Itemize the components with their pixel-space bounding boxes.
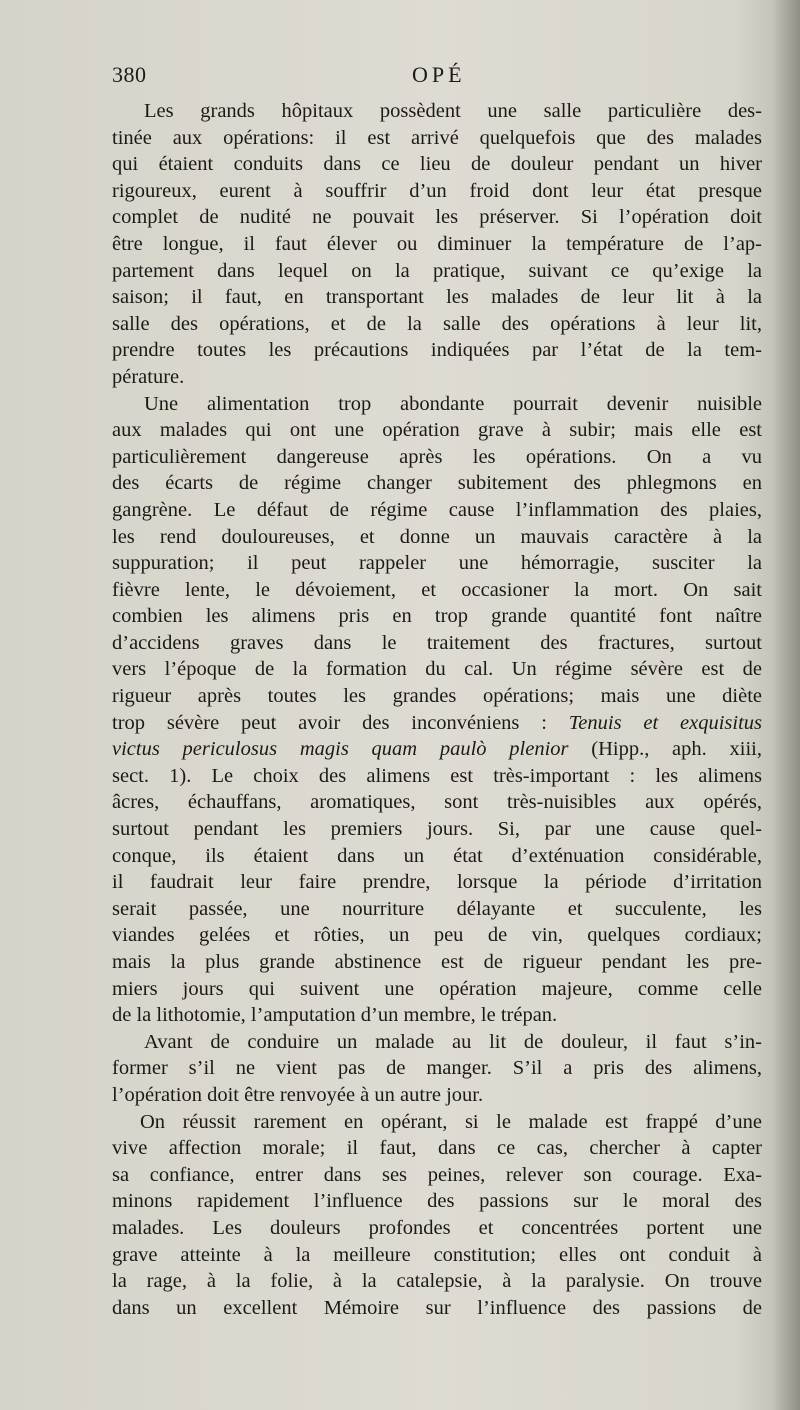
text-line: âcres, échauffans, aromatiques, sont très-nuisibles aux opérés, <box>112 791 762 814</box>
text-line: aux malades qui ont une opération grave à subir; mais elle est <box>112 419 762 442</box>
text-line: de la lithotomie, l’amputation d’un membre, le trépan. <box>112 1004 558 1027</box>
text-line: tinée aux opérations: il est arrivé quelquefois que des malades <box>112 126 762 149</box>
page-header <box>112 62 762 92</box>
text-line: d’accidens graves dans le traitement des fractures, surtout <box>112 631 762 654</box>
text-line: particulièrement dangereuse après les opérations. On a vu <box>112 445 762 468</box>
text-line-start: trop sévère peut avoir des inconvéniens : <box>112 711 547 734</box>
text-line: il faudrait leur faire prendre, lorsque la période d’irritation <box>112 871 762 894</box>
text-line: miers jours qui suivent une opération majeure, comme celle <box>112 977 762 1000</box>
text-line: grave atteinte à la meilleure constitution; elles ont conduit à <box>112 1243 762 1266</box>
latin-quote-end: victus periculosus magis quam paulò plenior <box>112 738 569 761</box>
text-line: l’opération doit être renvoyée à un autre jour. <box>112 1083 484 1106</box>
text-line: pérature. <box>112 365 185 388</box>
text-line: former s’il ne vient pas de manger. S’il a pris des alimens, <box>112 1057 762 1080</box>
text-line: prendre toutes les précautions indiquées par l’état de la tem- <box>112 339 762 362</box>
text-line: Avant de conduire un malade au lit de douleur, il faut s’in- <box>144 1030 762 1053</box>
page-number: 380 <box>112 62 147 87</box>
text-line: partement dans lequel on la pratique, suivant ce qu’exige la <box>112 259 762 282</box>
text-line: des écarts de régime changer subitement des phlegmons en <box>112 472 762 495</box>
page-gutter-shadow <box>772 0 800 1410</box>
text-line: dans un excellent Mémoire sur l’influence des passions de <box>112 1296 762 1319</box>
latin-quote-start: Tenuis et exquisitus <box>568 711 762 734</box>
text-line: viandes gelées et rôties, un peu de vin, quelques cordiaux; <box>112 924 762 947</box>
text-line: combien les alimens pris en trop grande quantité font naître <box>112 605 762 628</box>
text-line: vive affection morale; il faut, dans ce cas, chercher à capter <box>112 1137 762 1160</box>
running-head: OPÉ <box>412 62 466 87</box>
text-line: la rage, à la folie, à la catalepsie, à la paralysie. On trouve <box>112 1270 762 1293</box>
text-line: Les grands hôpitaux possèdent une salle particulière des- <box>144 100 762 122</box>
text-line: les rend douloureuses, et donne un mauvais caractère à la <box>112 525 762 548</box>
text-line: mais la plus grande abstinence est de rigueur pendant les pre- <box>112 951 762 973</box>
text-line: complet de nudité ne pouvait les préserver. Si l’opération doit <box>112 206 762 229</box>
text-line: serait passée, une nourriture délayante et succulente, les <box>112 897 762 920</box>
text-line: suppuration; il peut rappeler une hémorragie, susciter la <box>112 552 762 575</box>
text-line: minons rapidement l’influence des passions sur le moral des <box>112 1190 762 1213</box>
text-line: qui étaient conduits dans ce lieu de douleur pendant un hiver <box>112 153 762 176</box>
text-line: gangrène. Le défaut de régime cause l’inflammation des plaies, <box>112 498 762 521</box>
text-line <box>112 710 762 737</box>
text-line: surtout pendant les premiers jours. Si, par une cause quel- <box>112 818 762 841</box>
text-line: rigoureux, eurent à souffrir d’un froid dont leur état presque <box>112 179 762 202</box>
text-line: être longue, il faut élever ou diminuer la température de l’ap- <box>112 232 762 255</box>
text-line: malades. Les douleurs profondes et concentrées portent une <box>112 1216 762 1239</box>
text-line: vers l’époque de la formation du cal. Un régime sévère est de <box>112 658 762 681</box>
text-line: fièvre lente, le dévoiement, et occasioner la mort. On sait <box>112 578 762 601</box>
text-line: Une alimentation trop abondante pourrait devenir nuisible <box>144 392 762 415</box>
text-line: saison; il faut, en transportant les malades de leur lit à la <box>112 286 762 309</box>
text-line <box>112 736 762 763</box>
text-line: On réussit rarement en opérant, si le malade est frappé d’une <box>140 1110 762 1133</box>
text-line: sa confiance, entrer dans ses peines, relever son courage. Exa- <box>112 1163 762 1186</box>
text-line: conque, ils étaient dans un état d’exténuation considérable, <box>112 844 762 867</box>
hippocrates-citation: (Hipp., aph. xiii, <box>568 738 762 761</box>
body-text <box>112 98 762 1321</box>
text-line: sect. 1). Le choix des alimens est très-important : les alimens <box>112 764 762 787</box>
text-line: rigueur après toutes les grandes opérations; mais une diète <box>112 685 762 708</box>
text-line: salle des opérations, et de la salle des opérations à leur lit, <box>112 312 762 335</box>
